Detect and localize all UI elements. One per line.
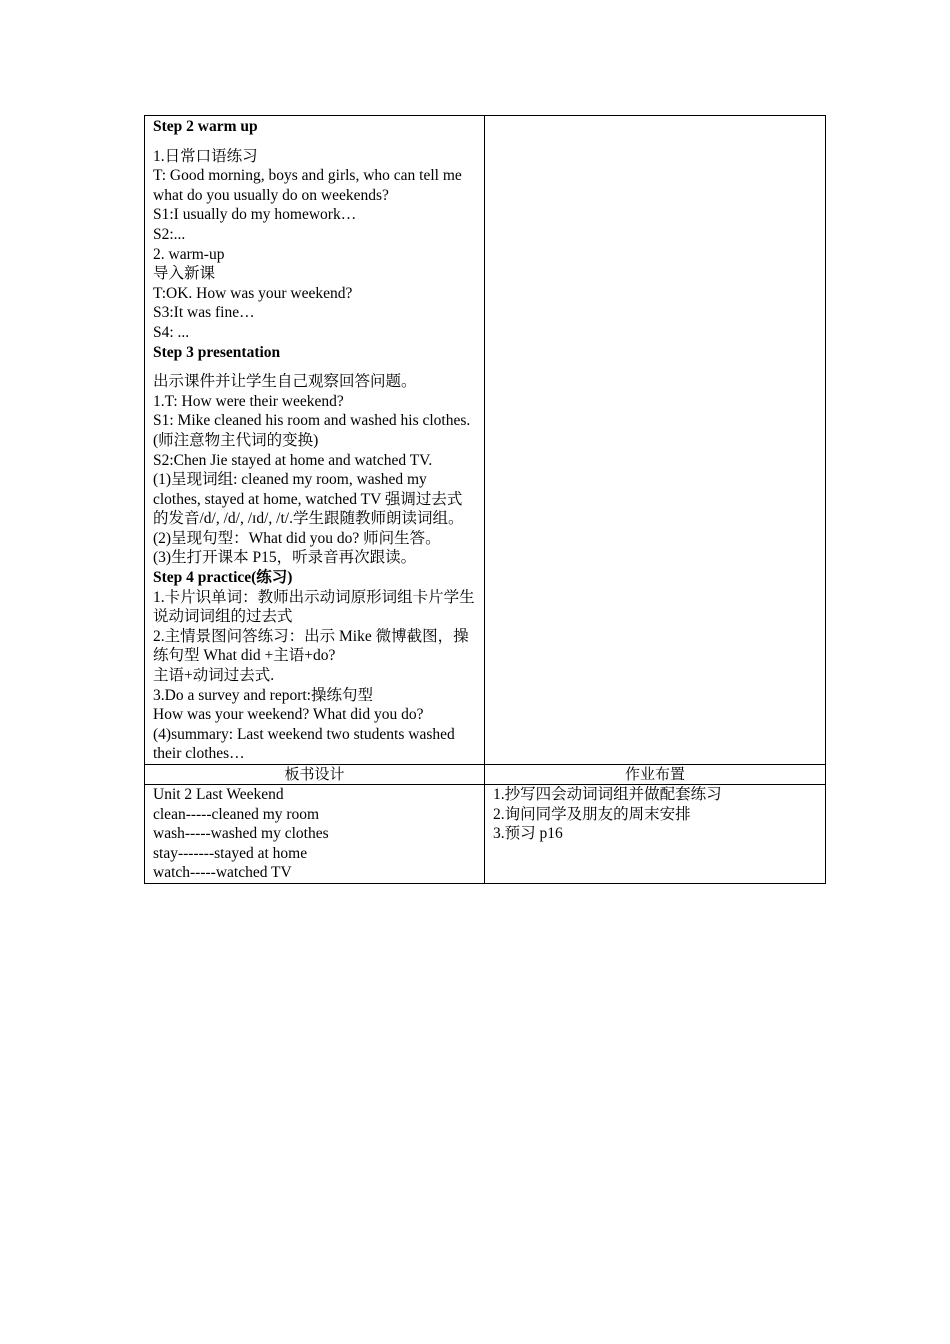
notes-cell-empty [485,116,826,765]
procedure-row [145,116,826,765]
step4-line: (4)summary: Last weekend two students washed their clothes… [153,725,455,763]
step3-heading: Step 3 presentation [153,343,281,361]
step2-line: T: Good morning, boys and girls, who can tell me what do you usually do on weekends? [153,167,462,204]
step3-line: (1)呈现词组: cleaned my room, washed my clothes, stayed at home, watched TV 强调过去式的发音/d/, /d/, /ɪd/, /t/.学生跟随教师朗读词组。 [153,471,464,528]
procedure-cell [145,116,485,765]
step2-line: S1:I usually do my homework… [153,206,357,224]
board-line: Unit 2 Last Weekend [153,786,284,803]
step4-line: 主语+动词过去式. [153,667,275,685]
homework-line: 2.询问同学及朋友的周末安排 [493,805,691,823]
step4-heading: Step 4 practice(练习) [153,569,293,587]
step3-line: 出示课件并让学生自己观察回答问题。 [153,373,417,391]
step3-line: (2)呈现句型：What did you do? 师问生答。 [153,529,441,547]
step4-line: 3.Do a survey and report:操练句型 [153,686,373,704]
homework-header: 作业布置 [485,765,826,785]
step3-line: 1.T: How were their weekend? [153,392,344,410]
board-line: wash-----washed my clothes [153,825,329,843]
step2-line: 导入新课 [153,265,216,283]
board-design-header: 板书设计 [145,765,485,785]
step4-line: How was your weekend? What did you do? [153,706,424,724]
homework-line: 1.抄写四会动词词组并做配套练习 [493,786,722,803]
step3-line: S2:Chen Jie stayed at home and watched TV. [153,451,433,469]
step2-line: T:OK. How was your weekend? [153,284,353,302]
step4-line: 1.卡片识单词：教师出示动词原形词组卡片学生说动词词组的过去式 [153,588,475,626]
step2-line: S2:... [153,225,186,243]
step2-line: S3:It was fine… [153,304,255,322]
step4-line: 2.主情景图问答练习：出示 Mike 微博截图，操练句型 What did +主语+do? [153,627,469,665]
step2-line: 1.日常口语练习 [153,147,258,165]
step2-line: S4: ... [153,323,190,341]
lesson-plan-table [144,115,826,884]
step2-heading: Step 2 warm up [153,118,258,135]
homework-cell [485,785,826,884]
step2-line: 2. warm-up [153,245,225,263]
step3-line: S1: Mike cleaned his room and washed his clothes.(师注意物主代词的变换) [153,412,471,449]
board-line: clean-----cleaned my room [153,805,320,823]
homework-line: 3.预习 p16 [493,825,563,843]
step3-line: (3)生打开课本 P15，听录音再次跟读。 [153,549,417,567]
section-header-row [145,765,826,785]
section-content-row [145,785,826,884]
board-line: watch-----watched TV [153,864,292,882]
board-design-cell [145,785,485,884]
board-line: stay-------stayed at home [153,844,308,862]
